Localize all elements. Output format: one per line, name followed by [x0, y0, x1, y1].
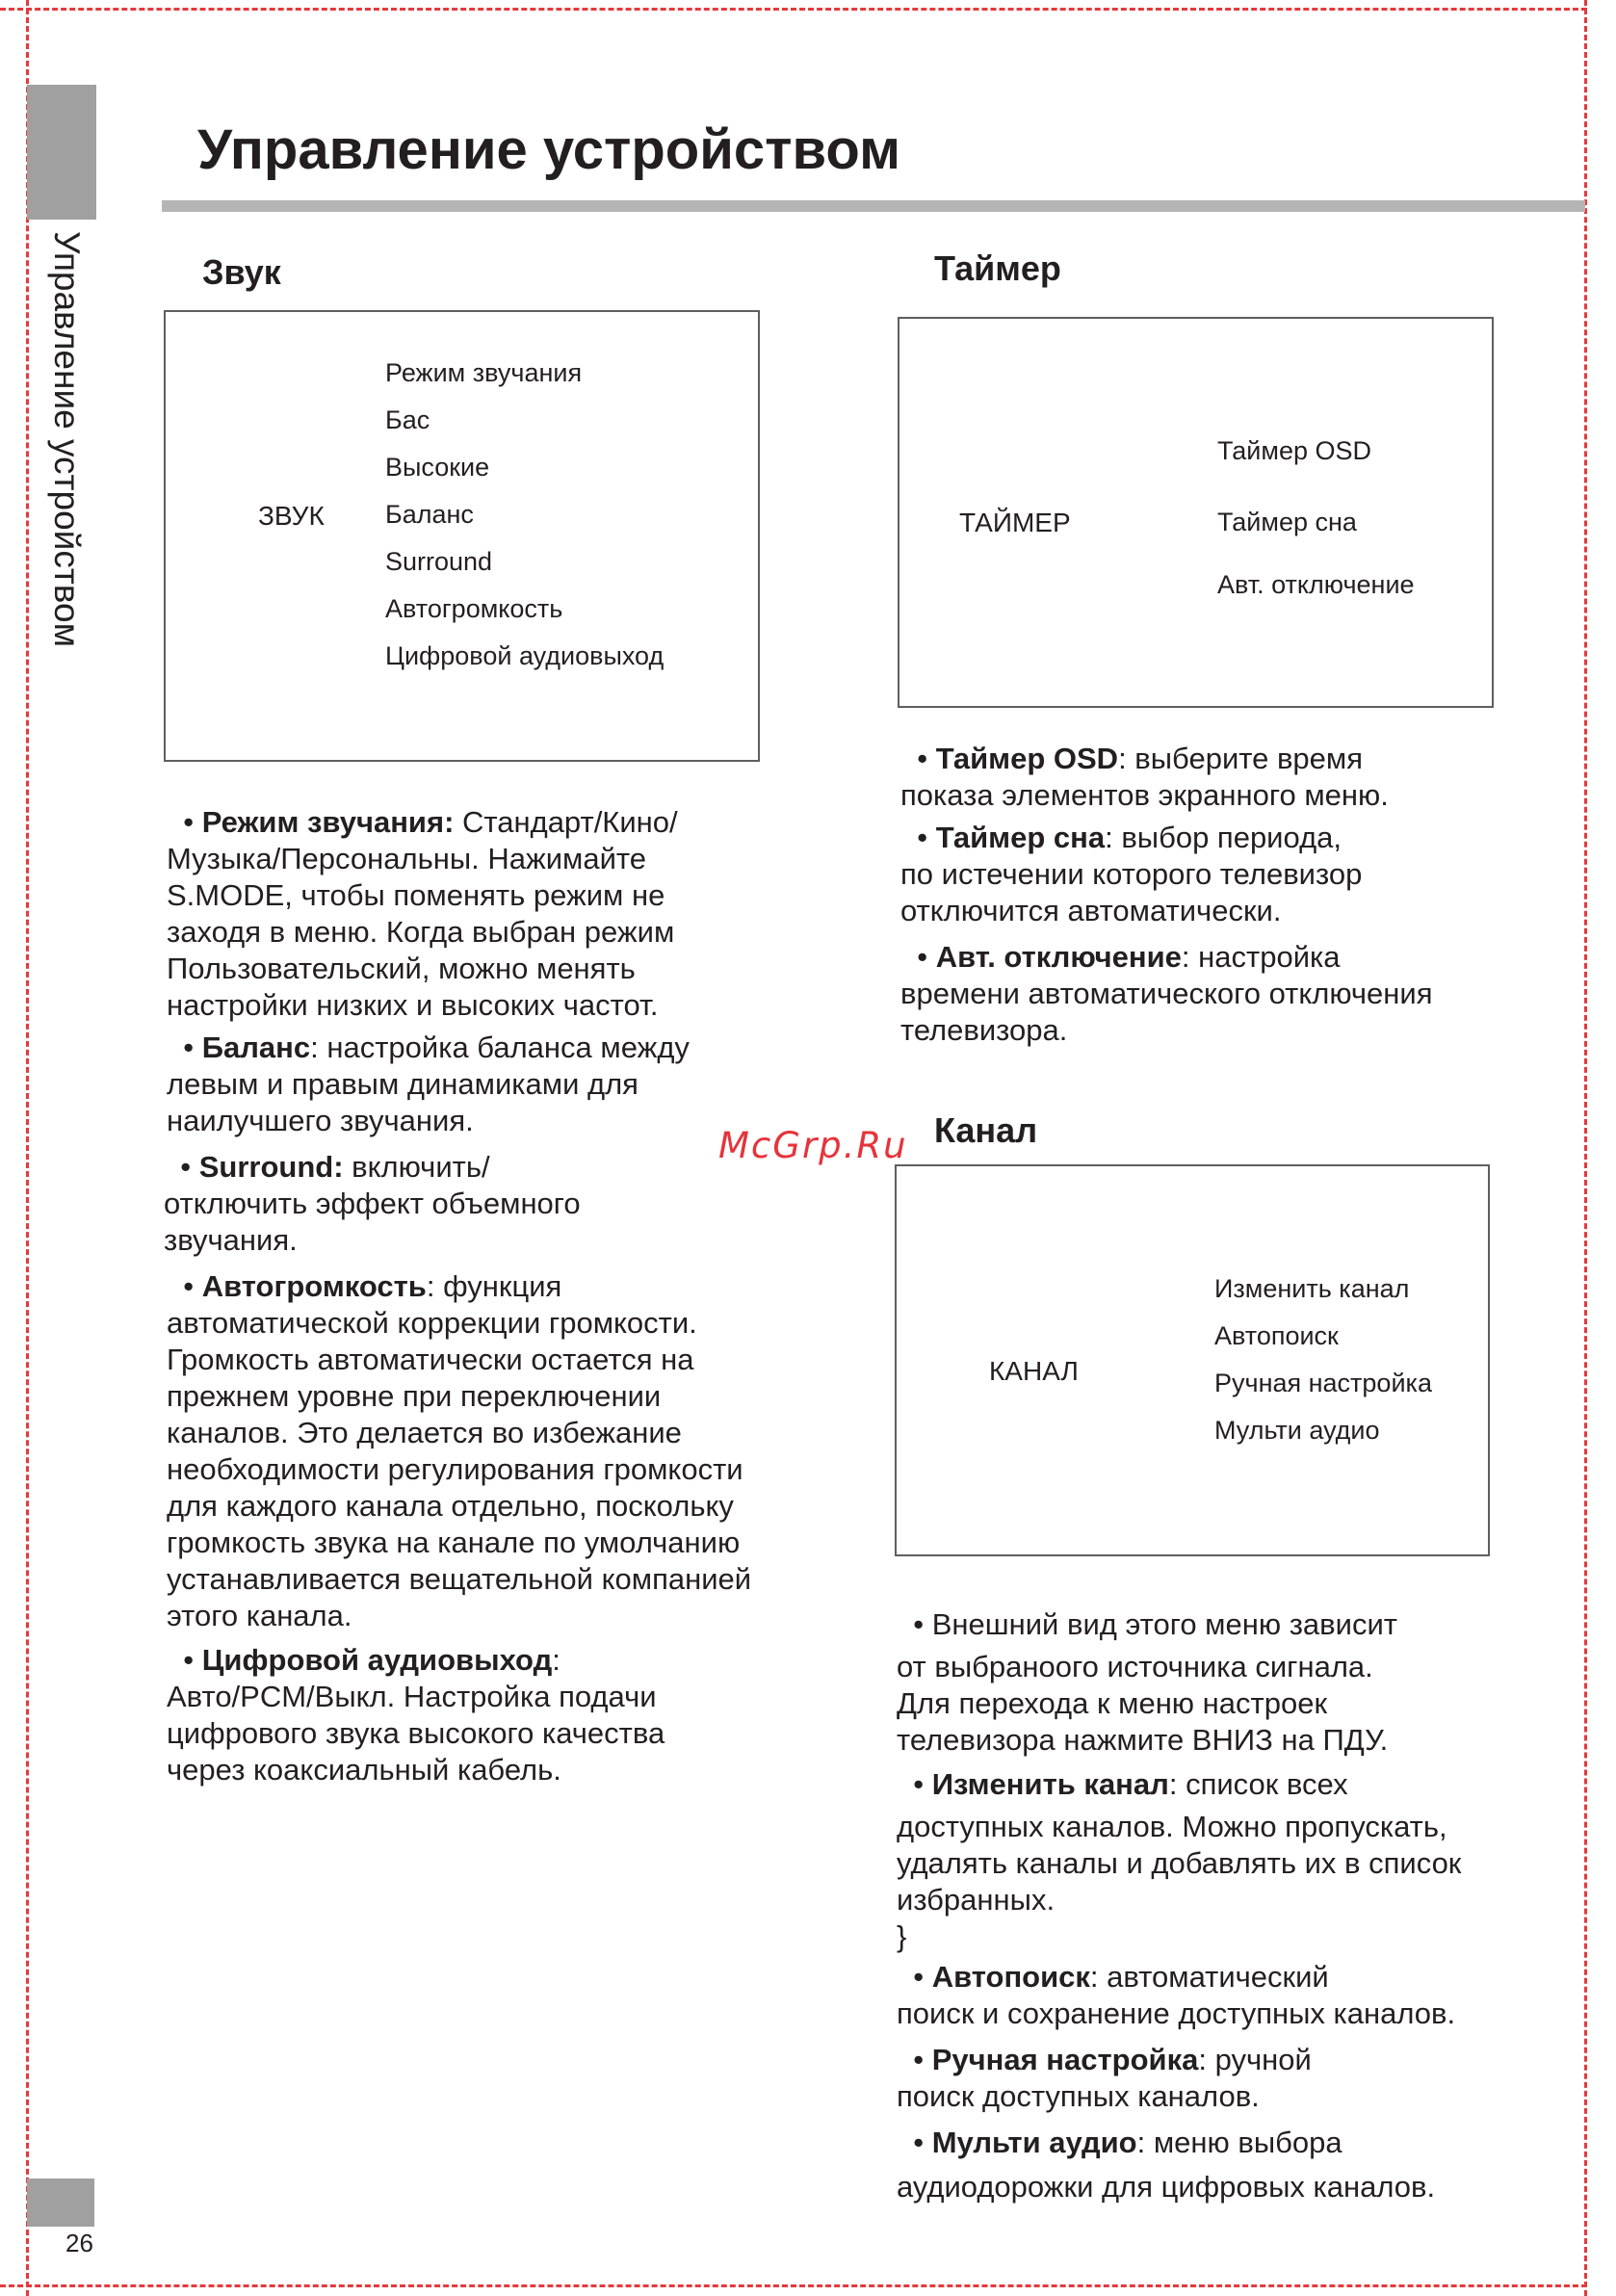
timer-menu-label: ТАЙМЕР — [959, 508, 1071, 537]
page-number: 26 — [65, 2229, 93, 2257]
page-title: Управление устройством — [197, 118, 900, 181]
timer-heading: Таймер — [934, 248, 1061, 288]
sound-heading: Звук — [202, 252, 281, 292]
term: Таймер OSD — [935, 742, 1119, 775]
channel-menu-label: КАНАЛ — [989, 1356, 1079, 1386]
desc-digital-audio-out: • Цифровой аудиовыход: Авто/PCM/Выкл. Настройка подачи цифрового звука высокого качества через коаксиальный кабель. — [167, 1643, 665, 1787]
desc-multi-audio: • Мульти аудио: меню выбора аудиодорожки для цифровых каналов. — [897, 2126, 1436, 2204]
term: Авт. отключение — [935, 940, 1182, 974]
timer-menu-item: Авт. отключение — [1217, 570, 1415, 599]
sound-menu-item: Бас — [385, 405, 430, 434]
channel-menu-item: Мульти аудио — [1214, 1416, 1380, 1445]
sound-menu-item: Баланс — [385, 500, 474, 529]
sound-menu-item: Surround — [385, 547, 493, 576]
page-number-marker — [27, 2179, 94, 2227]
term: Мульти аудио — [931, 2126, 1137, 2159]
term: Режим звучания: — [201, 805, 455, 839]
desc-sound-mode: • Режим звучания: Стандарт/Кино/ Музыка/Персональны. Нажимайте S.MODE, чтобы поменять режим не заходя в меню. Когда выбран режим Пользовательский, можно менять настройки низких и высоких частот. — [167, 805, 678, 1022]
channel-menu-item: Ручная настройка — [1214, 1369, 1432, 1397]
desc-edit-channel: • Изменить канал: список всех доступных каналов. Можно пропускать, удалять каналы и добавлять их в список избранных. } — [897, 1767, 1462, 1953]
channel-menu-list — [1214, 1274, 1432, 1463]
sound-menu-item: Режим звучания — [385, 358, 583, 387]
timer-menu-item: Таймер OSD — [1217, 436, 1371, 465]
desc-auto-search: • Автопоиск: автоматический поиск и сохранение доступных каналов. — [897, 1960, 1456, 2030]
side-tab-marker — [27, 85, 96, 220]
desc-auto-off: • Авт. отключение: настройка времени автоматического отключения телевизора. — [900, 940, 1433, 1047]
timer-descriptions — [900, 741, 1555, 1049]
timer-menu-item: Таймер сна — [1217, 508, 1357, 536]
sound-menu-list — [385, 358, 664, 689]
sound-menu-item: Цифровой аудиовыход — [385, 641, 665, 670]
sound-menu-item: Автогромкость — [385, 594, 563, 623]
sound-menu-diagram — [164, 310, 760, 762]
channel-menu-item: Автопоиск — [1214, 1321, 1339, 1350]
term: Автогромкость — [201, 1269, 427, 1303]
channel-heading: Канал — [934, 1110, 1038, 1150]
sound-menu-label: ЗВУК — [258, 501, 325, 531]
cut-line-right — [1584, 0, 1587, 2296]
term: Таймер сна — [935, 821, 1106, 854]
desc-auto-volume: • Автогромкость: функция автоматической коррекции громкости. Громкость автоматически остается на прежнем уровне при переключении каналов. Это делается во избежание необходимости регулирования громкости для каждого канала отдельно, поскольку громкость звука на канале по умолчанию устанавливается вещательной компанией этого канала. — [167, 1269, 752, 1632]
term: Автопоиск — [931, 1960, 1090, 1994]
channel-menu-diagram — [895, 1164, 1490, 1556]
title-divider — [162, 200, 1585, 212]
cut-line-top — [0, 8, 1587, 11]
channel-descriptions — [897, 1606, 1561, 2205]
term: Цифровой аудиовыход — [201, 1643, 553, 1677]
cut-line-left — [26, 0, 29, 2296]
desc-sleep-timer: • Таймер сна: выбор периода, по истечении которого телевизор отключится автоматически. — [900, 821, 1363, 927]
term: Изменить канал — [931, 1767, 1169, 1801]
desc-manual-tuning: • Ручная настройка: ручной поиск доступных каналов. — [897, 2043, 1312, 2113]
timer-menu-diagram — [898, 317, 1494, 708]
term: Ручная настройка — [931, 2043, 1199, 2076]
desc-surround: • Surround: включить/ отключить эффект объемного звучания. — [164, 1150, 581, 1257]
desc-balance: • Баланс: настройка баланса между левым и правым динамиками для наилучшего звучания. — [167, 1031, 690, 1137]
watermark: McGrp.Ru — [718, 1125, 908, 1166]
sound-menu-item: Высокие — [385, 453, 490, 482]
desc-timer-osd: • Таймер OSD: выберите время показа элементов экранного меню. — [900, 742, 1389, 812]
channel-menu-item: Изменить канал — [1214, 1274, 1410, 1303]
sound-descriptions — [164, 804, 802, 1788]
desc-channel-intro: • Внешний вид этого меню зависит от выбраноого источника сигнала. Для перехода к меню настроек телевизора нажмите ВНИЗ на ПДУ. — [897, 1607, 1397, 1757]
term: Surround: — [198, 1150, 344, 1184]
side-section-title: Управление устройством — [47, 231, 87, 648]
term: Баланс — [201, 1031, 311, 1064]
cut-line-bottom — [0, 2284, 1587, 2287]
